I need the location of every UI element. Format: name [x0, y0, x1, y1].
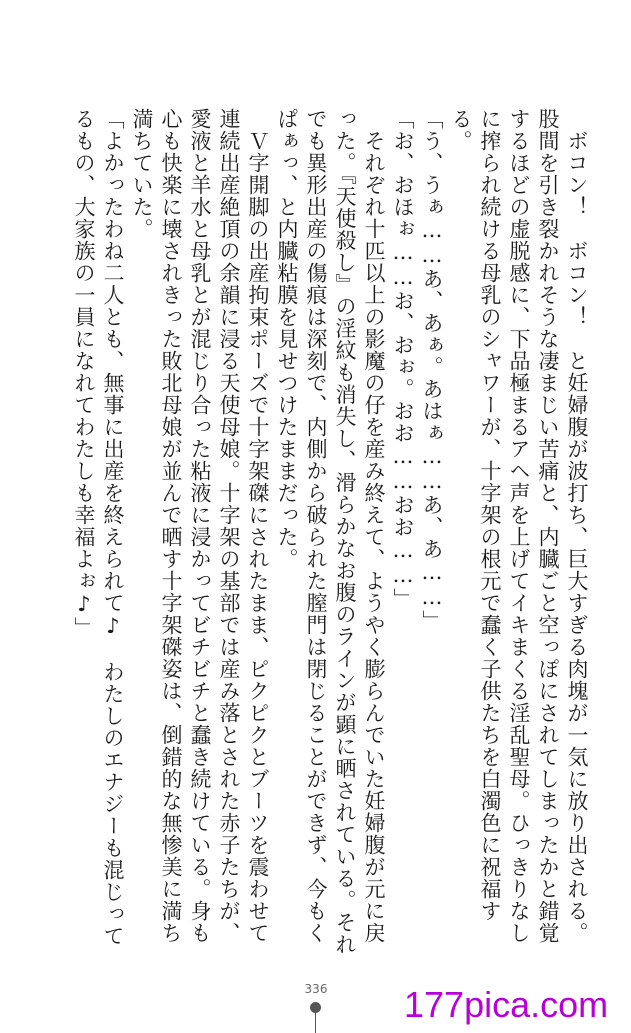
paragraph: 「お、おほぉ……お、おぉ。おお……おお……」	[391, 108, 415, 610]
watermark: 177pica.com	[404, 984, 609, 1025]
page-number: 336	[304, 982, 328, 996]
vertical-text-body	[31, 108, 591, 958]
paragraph: Ｖ字開脚の出産拘束ポーズで十字架磔にされたまま、ピクピクとブーツを震わせて連続出産絶頂の余韻に浸る天使母娘。十字架の基部では産み落とされた赤子たちが、愛液と羊水と母乳とが混じり合った粘液に浸かってビチビチと蠢き続けている。身も心も快楽に壊されきった敗北母娘が並んで晒す十字架磔姿は、倒錯的な無惨美に満ち満ちていた。	[130, 108, 270, 944]
paragraph: 「う、うぁ……あ、あぁ。あはぁ……あ、あ……」	[420, 108, 444, 632]
paragraph: ボコン！ ボコン！ と妊婦腹が波打ち、巨大すぎる肉塊が一気に放り出される。股間を引き裂かれそうな凄まじい苦痛と、内臓ごと空っぽにされてしまったかと錯覚するほどの虚脱感に、下品極まるアヘ声を上げてイキまくる淫乱聖母。ひっきりなしに搾られ続ける母乳のシャワーが、十字架の根元で蠢く子供たちを白濁色に祝福する。	[449, 108, 589, 944]
paragraph: それぞれ十匹以上の影魔の仔を産み終えて、ようやく膨らんでいた妊婦腹が元に戻った。『天使殺し』の淫紋も消失し、滑らかなお腹のラインが顕に晒されている。それでも異形出産の傷痕は深刻で、内側から破られた膣門は閉じることができず、今もくぱぁっ、と内臓粘膜を見せつけたままだった。	[275, 108, 386, 956]
paragraph: 「よかったわね二人とも、無事に出産を終えられて♪ わたしのエナジーも混じってるもの、大家族の一員になれてわたしも幸福よぉ♪」	[72, 108, 125, 947]
page-marker-line	[315, 1012, 316, 1033]
